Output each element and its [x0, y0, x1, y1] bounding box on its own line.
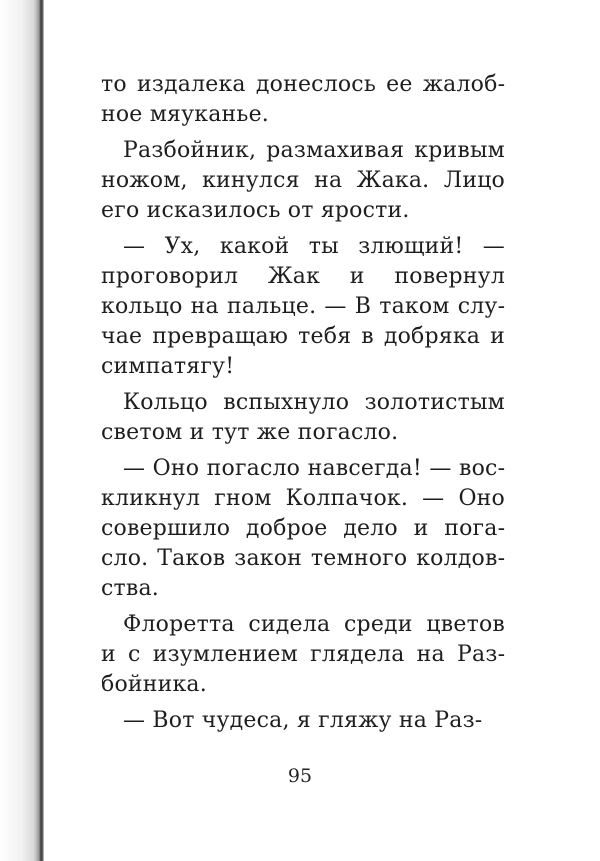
paragraph-6: Флоретта сидела среди цветов и с изумлением глядела на Разбойника. [101, 612, 505, 697]
paragraph-4: Кольцо вспыхнуло золотистым светом и тут же погасло. [101, 390, 505, 445]
paragraph-7: — Вот чудеса, я гляжу на Раз- [123, 708, 483, 733]
book-binding-edge [0, 0, 44, 861]
page-text [101, 70, 505, 742]
paragraph-3: — Ух, какой ты злющий! — проговорил Жак и повернул кольцо на пальце. — В таком случае превращаю тебя в добряка и симпатягу! [101, 234, 505, 379]
page-number: 95 [287, 765, 313, 787]
paragraph-2: Разбойник, размахивая кривым ножом, кинулся на Жака. Лицо его исказилось от ярости. [101, 138, 505, 223]
paragraph-5: — Оно погасло навсегда! — воскликнул гном Колпачок. — Оно совершило доброе дело и погасло. Таков закон темного колдовства. [101, 456, 505, 601]
paragraph-1: то издалека донеслось ее жалобное мяуканье. [101, 72, 505, 127]
